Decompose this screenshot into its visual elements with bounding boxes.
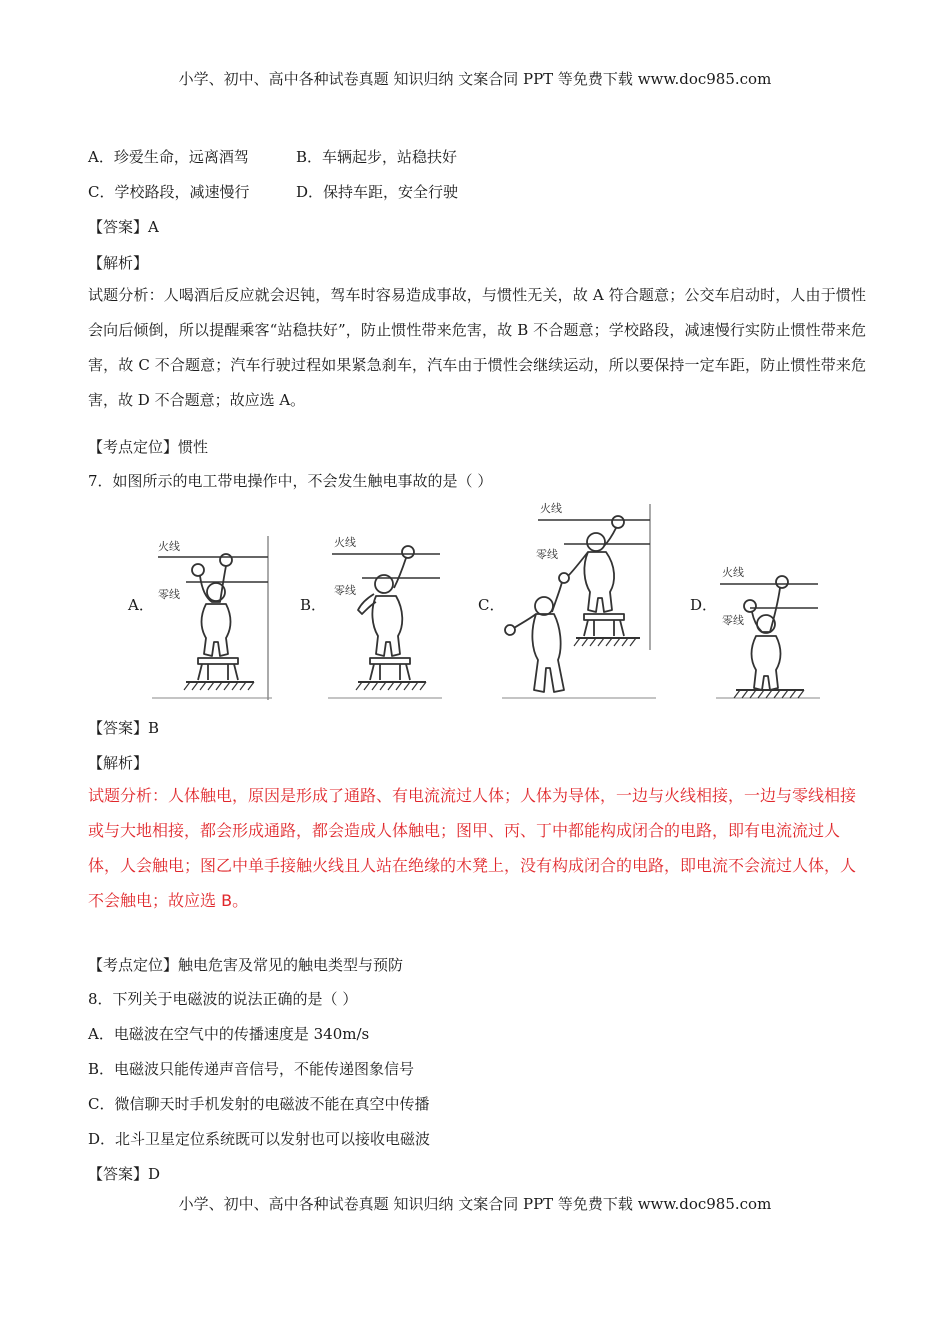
q7-figure-label-a: A． — [128, 596, 154, 614]
q6-analysis-text: 试题分析：人喝酒后反应就会迟钝，驾车时容易造成事故，与惯性无关，故 A 符合题意；公交车启动时，人由于惯性会向后倾倒，所以提醒乘客“站稳扶好”，防止惯性带来危害，故 B 不合题意；学校路段，减速慢行实防止惯性带来危害，故 C 不合题意；汽车行驶过程如果紧急刹车，汽车由于惯性会继续运动，所以要保持一定车距，防止惯性带来危害，故 D 不合题意；故应选 A。 — [88, 286, 866, 409]
page-header: 小学、初中、高中各种试卷真题 知识归纳 文案合同 PPT 等免费下载 www.doc985.com — [178, 70, 772, 88]
q8-question: 8．下列关于电磁波的说法正确的是（ ） — [88, 990, 358, 1008]
q7-figure-label-c: C． — [478, 596, 505, 614]
svg-text:零线: 零线 — [334, 584, 356, 597]
q7-figure-label-d: D． — [690, 596, 718, 614]
q8-option-a: A．电磁波在空气中的传播速度是 340m/s — [88, 1025, 370, 1043]
q8-option-c: C．微信聊天时手机发射的电磁波不能在真空中传播 — [88, 1095, 430, 1113]
svg-text:火线: 火线 — [158, 540, 180, 553]
q8-option-b: B．电磁波只能传递声音信号，不能传递图象信号 — [88, 1060, 415, 1078]
svg-text:火线: 火线 — [334, 536, 356, 549]
q7-figure-a — [150, 530, 275, 702]
svg-text:零线: 零线 — [722, 614, 744, 627]
svg-text:火线: 火线 — [540, 502, 562, 515]
q8-option-d: D．北斗卫星定位系统既可以发射也可以接收电磁波 — [88, 1130, 431, 1148]
svg-text:零线: 零线 — [158, 588, 180, 601]
q8-answer: 【答案】D — [88, 1165, 161, 1183]
q7-figure-label-b: B． — [300, 596, 327, 614]
svg-text:火线: 火线 — [722, 566, 744, 579]
page-footer: 小学、初中、高中各种试卷真题 知识归纳 文案合同 PPT 等免费下载 www.doc985.com — [178, 1195, 772, 1213]
q7-answer: 【答案】B — [88, 719, 160, 737]
q6-option-a: A．珍爱生命，远离酒驾 — [88, 148, 249, 166]
q6-option-b: B．车辆起步，站稳扶好 — [296, 148, 458, 166]
q6-kaodian: 【考点定位】惯性 — [88, 438, 209, 456]
q6-answer: 【答案】A — [88, 218, 159, 236]
q7-figure-d — [714, 560, 824, 702]
q7-analysis-label: 【解析】 — [88, 754, 149, 772]
q7-analysis-text: 试题分析：人体触电，原因是形成了通路、有电流流过人体；人体为导体，一边与火线相接，一边与零线相接或与大地相接，都会形成通路，都会造成人体触电；图甲、丙、丁中都能构成闭合的电路，即有电流流过人体，人会触电；图乙中单手接触火线且人站在绝缘的木凳上，没有构成闭合的电路，即电流不会流过人体，人不会触电；故应选 B。 — [88, 786, 857, 910]
svg-text:零线: 零线 — [536, 548, 558, 561]
q7-figure-c — [500, 500, 660, 702]
q6-option-d: D．保持车距，安全行驶 — [296, 183, 459, 201]
q6-analysis-label: 【解析】 — [88, 254, 149, 272]
q7-figure-b — [326, 530, 446, 702]
q7-question: 7．如图所示的电工带电操作中，不会发生触电事故的是（ ） — [88, 472, 493, 490]
q6-option-c: C．学校路段，减速慢行 — [88, 183, 250, 201]
q7-kaodian: 【考点定位】触电危害及常见的触电类型与预防 — [88, 956, 404, 974]
